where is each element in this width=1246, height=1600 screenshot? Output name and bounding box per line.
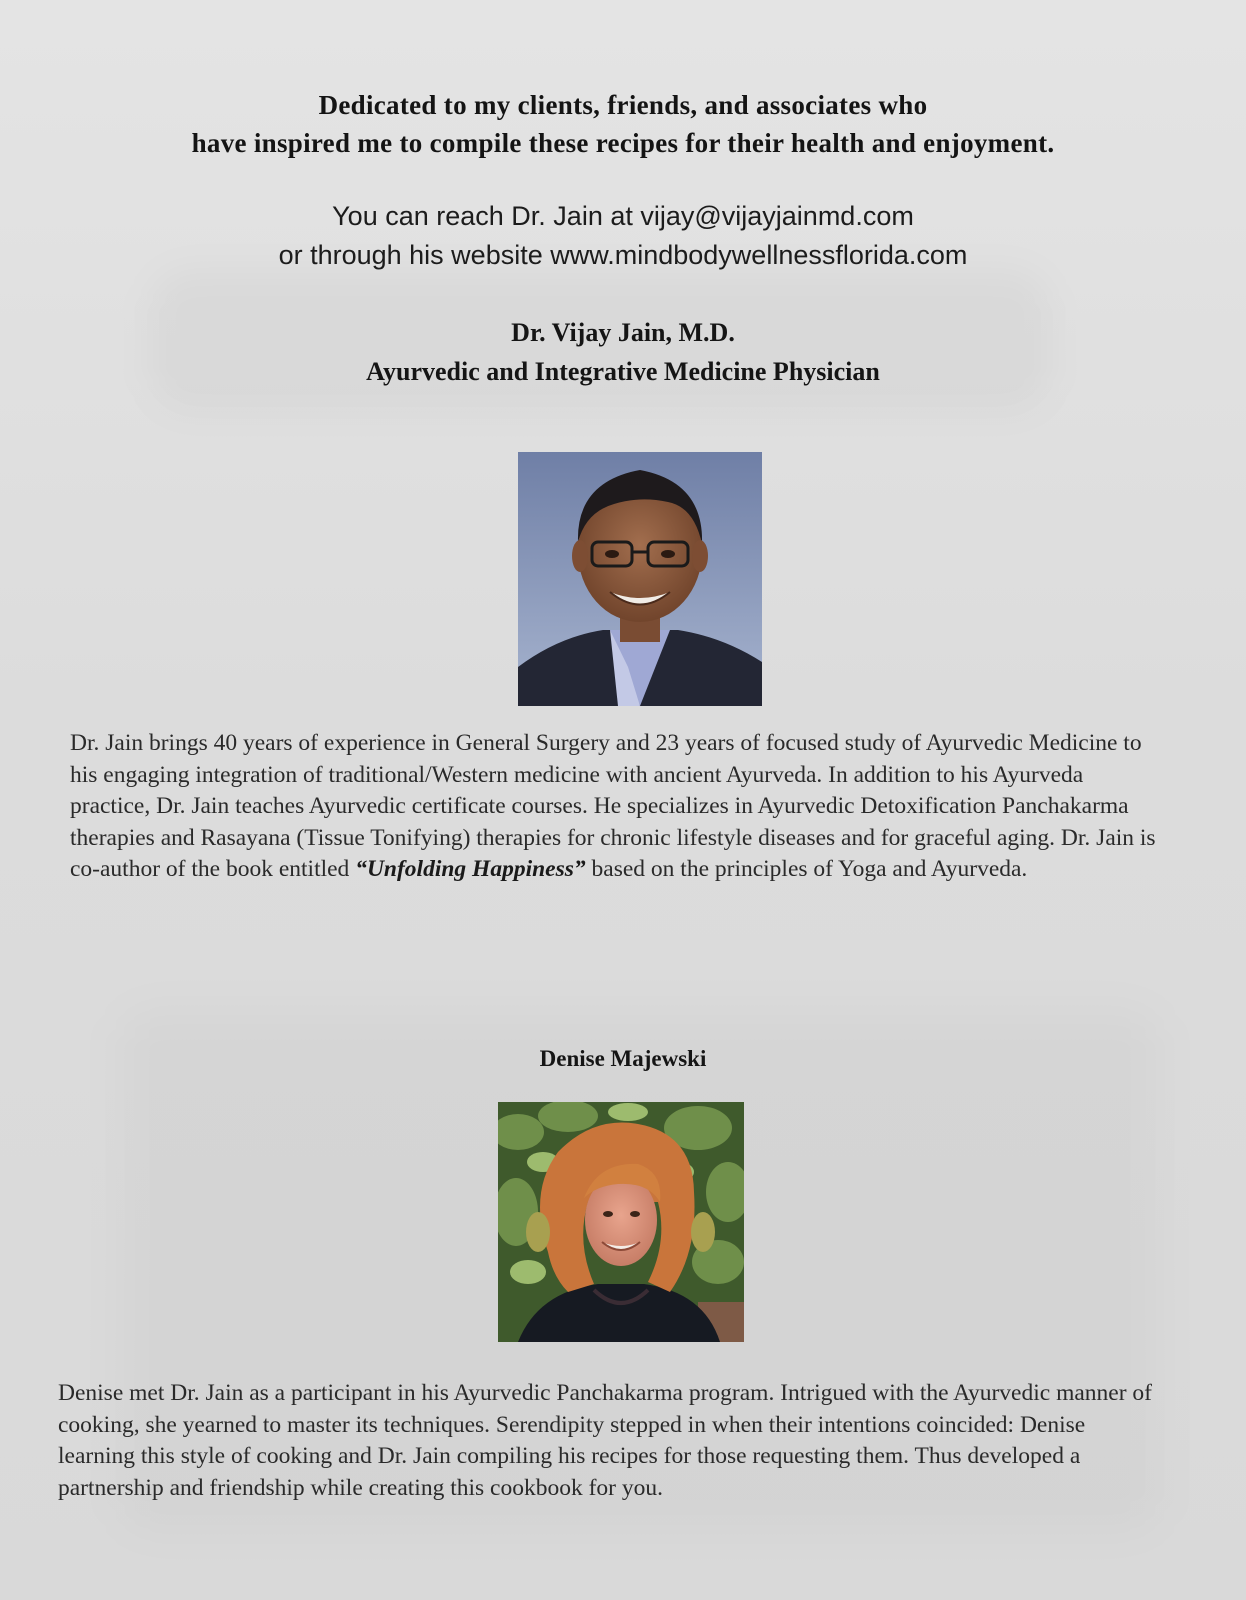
dedication-line-2: have inspired me to compile these recipes for their health and enjoyment. xyxy=(191,128,1055,158)
dedication-line-1: Dedicated to my clients, friends, and associates who xyxy=(318,90,928,120)
author-bio-ending: based on the principles of Yoga and Ayurveda. xyxy=(585,856,1028,882)
book-title: “Unfolding Happiness” xyxy=(355,856,586,882)
author-portrait xyxy=(518,452,762,706)
coauthor-portrait xyxy=(498,1102,744,1342)
coauthor-name: Denise Majewski xyxy=(539,1046,707,1071)
coauthor-bio: Denise met Dr. Jain as a participant in his Ayurvedic Panchakarma program. Intrigued with the Ayurvedic manner of cooking, she yearned to master its techniques. Serendipity stepped in when their intentions coincided: Denise learning this style of cooking and Dr. Jain compiling his recipes for those requesting them. Thus developed a partnership and friendship while creating this cookbook for you. xyxy=(58,1380,1152,1501)
contact-website-line: or through his website www.mindbodywellnessflorida.com xyxy=(278,240,968,270)
author-portrait-drawing xyxy=(518,452,762,706)
author-bio-text: Dr. Jain brings 40 years of experience in General Surgery and 23 years of focused study of Ayurvedic Medicine to his engaging integration of traditional/Western medicine with ancient Ayurveda. In addition to his Ayurveda practice, Dr. Jain teaches Ayurvedic certificate courses. He specializes in Ayurvedic Detoxification Panchakarma therapies and Rasayana (Tissue Tonifying) therapies for chronic lifestyle diseases and for graceful aging. Dr. Jain is co-author of the book entitled xyxy=(70,730,1156,882)
author-title: Ayurvedic and Integrative Medicine Physician xyxy=(366,357,880,386)
contact-email-line: You can reach Dr. Jain at vijay@vijayjainmd.com xyxy=(332,201,914,231)
coauthor-portrait-drawing xyxy=(498,1102,744,1342)
author-bio xyxy=(70,728,1160,886)
author-name: Dr. Vijay Jain, M.D. xyxy=(511,318,735,347)
